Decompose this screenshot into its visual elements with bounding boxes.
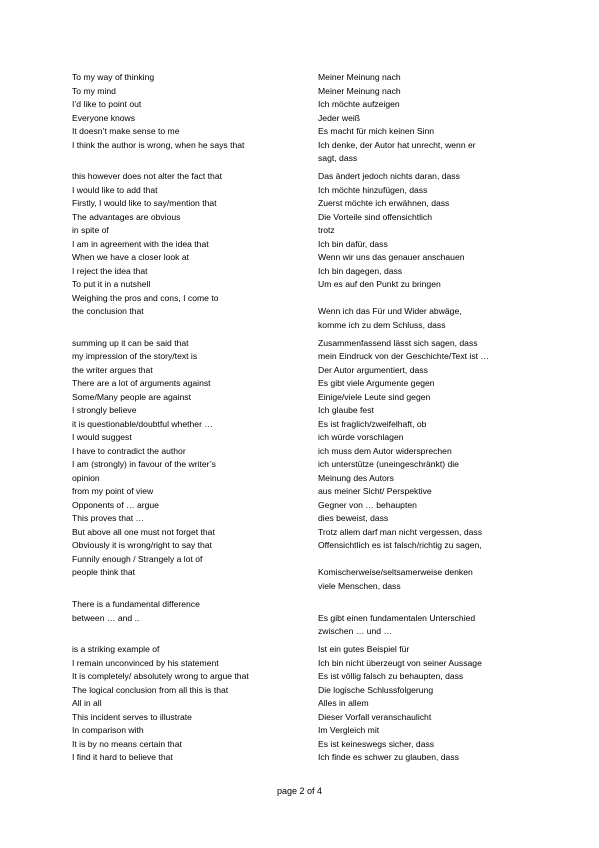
phrase-german: Ich möchte hinzufügen, dass xyxy=(318,184,428,195)
phrase-english: the conclusion that xyxy=(72,306,144,317)
phrase-english: is a striking example of xyxy=(72,644,160,655)
phrase-german: viele Menschen, dass xyxy=(318,580,401,591)
phrase-german: Es gibt viele Argumente gegen xyxy=(318,378,435,389)
phrase-english: opinion xyxy=(72,472,100,483)
phrase-english: In comparison with xyxy=(72,725,144,736)
phrase-english: in spite of xyxy=(72,225,109,236)
phrase-english: I would like to add that xyxy=(72,184,158,195)
phrase-german: Zuerst möchte ich erwähnen, dass xyxy=(318,198,450,209)
phrase-german: Meiner Meinung nach xyxy=(318,85,401,96)
phrase-german: Alles in allem xyxy=(318,698,369,709)
phrase-english: Obviously it is wrong/right to say that xyxy=(72,540,212,551)
phrase-german: Im Vergleich mit xyxy=(318,725,380,736)
phrase-german: Dieser Vorfall veranschaulicht xyxy=(318,711,432,722)
phrase-english: from my point of view xyxy=(72,486,154,497)
phrase-german: Trotz allem darf man nicht vergessen, dass xyxy=(318,526,482,537)
phrase-german: trotz xyxy=(318,225,335,236)
phrase-english: I remain unconvinced by his statement xyxy=(72,657,219,668)
phrase-english: I have to contradict the author xyxy=(72,445,186,456)
phrase-english: I would suggest xyxy=(72,432,132,443)
phrase-german: Ich möchte aufzeigen xyxy=(318,99,400,109)
phrase-german: dies beweist, dass xyxy=(318,513,389,524)
phrase-english: When we have a closer look at xyxy=(72,252,190,263)
phrase-english: Everyone knows xyxy=(72,112,136,123)
phrase-english: I am (strongly) in favour of the writer’s xyxy=(72,459,216,470)
phrase-english: Funnily enough / Strangely a lot of xyxy=(72,553,203,564)
phrase-english: between … and .. xyxy=(72,612,140,623)
phrase-english: To put it in a nutshell xyxy=(72,279,151,290)
phrase-english: The logical conclusion from all this is that xyxy=(72,684,229,695)
phrase-german: Es ist völlig falsch zu behaupten, dass xyxy=(318,671,464,682)
phrase-english: This incident serves to illustrate xyxy=(72,711,192,722)
phrase-german: komme ich zu dem Schluss, dass xyxy=(318,319,446,330)
phrase-german: Ich glaube fest xyxy=(318,405,374,416)
phrase-german: mein Eindruck von der Geschichte/Text ist … xyxy=(318,351,489,362)
phrase-english: I’d like to point out xyxy=(72,99,142,109)
phrase-german: zwischen … und … xyxy=(318,626,393,637)
phrase-english: There is a fundamental difference xyxy=(72,599,200,610)
phrase-english: I think the author is wrong, when he says that xyxy=(72,139,245,150)
phrase-german: Die logische Schlussfolgerung xyxy=(318,684,434,695)
phrase-german: Ich denke, der Autor hat unrecht, wenn er xyxy=(318,139,476,150)
phrase-english: The advantages are obvious xyxy=(72,211,181,222)
phrase-english: my impression of the story/text is xyxy=(72,351,198,362)
phrase-english: the writer argues that xyxy=(72,364,153,375)
phrase-english: I find it hard to believe that xyxy=(72,752,173,763)
phrase-german: Komischerweise/seltsamerweise denken xyxy=(318,567,473,578)
phrase-german: ich unterstütze (uneingeschränkt) die xyxy=(318,459,459,470)
phrase-english: summing up it can be said that xyxy=(72,337,189,348)
phrase-english: this however does not alter the fact that xyxy=(72,171,223,182)
phrase-german: Der Autor argumentiert, dass xyxy=(318,364,428,375)
phrase-german: Es macht für mich keinen Sinn xyxy=(318,126,435,136)
phrase-english: It is by no means certain that xyxy=(72,738,182,749)
phrase-english: To my way of thinking xyxy=(72,72,155,82)
phrase-german: Ist ein gutes Beispiel für xyxy=(318,644,410,655)
page-footer: page 2 of 4 xyxy=(276,786,323,796)
phrase-english: people think that xyxy=(72,567,136,578)
phrase-german: Es gibt einen fundamentalen Unterschied xyxy=(318,612,476,623)
phrase-german: Meiner Meinung nach xyxy=(318,72,401,82)
phrase-english: I reject the idea that xyxy=(72,265,148,276)
phrase-german: Wenn ich das Für und Wider abwäge, xyxy=(318,306,462,317)
phrase-german: Ich bin dafür, dass xyxy=(318,238,388,249)
phrase-english: It is completely/ absolutely wrong to argue that xyxy=(72,671,249,682)
phrase-german: Offensichtlich es ist falsch/richtig zu sagen, xyxy=(318,540,482,551)
phrase-german: Zusammenfassend lässt sich sagen, dass xyxy=(318,337,478,348)
phrase-english: This proves that … xyxy=(72,513,145,524)
phrase-english: I am in agreement with the idea that xyxy=(72,238,209,249)
phrase-german: Es ist keineswegs sicher, dass xyxy=(318,738,435,749)
phrase-english: Opponents of … argue xyxy=(72,499,159,510)
phrase-german: Gegner von … behaupten xyxy=(318,499,417,510)
phrase-english: It doesn’t make sense to me xyxy=(72,126,180,136)
phrase-german: Ich bin dagegen, dass xyxy=(318,265,403,276)
phrase-german: sagt, dass xyxy=(318,153,358,163)
phrase-german: Jeder weiß xyxy=(318,112,361,123)
phrase-german: Das ändert jedoch nichts daran, dass xyxy=(318,171,460,182)
phrase-german: aus meiner Sicht/ Perspektive xyxy=(318,486,432,497)
phrase-german: ich muss dem Autor widersprechen xyxy=(318,445,452,456)
phrase-german: Wenn wir uns das genauer anschauen xyxy=(318,252,465,263)
phrase-english: Weighing the pros and cons, I come to xyxy=(72,292,219,303)
phrase-german: Es ist fraglich/zweifelhaft, ob xyxy=(318,418,427,429)
phrase-english: To my mind xyxy=(72,85,116,96)
phrase-english: I strongly believe xyxy=(72,405,137,416)
phrase-english: it is questionable/doubtful whether … xyxy=(72,418,213,429)
phrase-german: Die Vorteile sind offensichtlich xyxy=(318,211,433,222)
phrase-english: Some/Many people are against xyxy=(72,391,191,402)
phrase-german: Ich finde es schwer zu glauben, dass xyxy=(318,752,459,763)
phrase-german: ich würde vorschlagen xyxy=(318,432,404,443)
phrase-english: There are a lot of arguments against xyxy=(72,378,211,389)
phrase-english: All in all xyxy=(72,698,102,709)
phrase-english: But above all one must not forget that xyxy=(72,526,215,537)
phrase-german: Einige/viele Leute sind gegen xyxy=(318,391,431,402)
phrase-german: Um es auf den Punkt zu bringen xyxy=(318,279,441,290)
phrase-english: Firstly, I would like to say/mention that xyxy=(72,198,217,209)
phrase-german: Ich bin nicht überzeugt von seiner Aussage xyxy=(318,657,482,668)
phrase-german: Meinung des Autors xyxy=(318,472,394,483)
